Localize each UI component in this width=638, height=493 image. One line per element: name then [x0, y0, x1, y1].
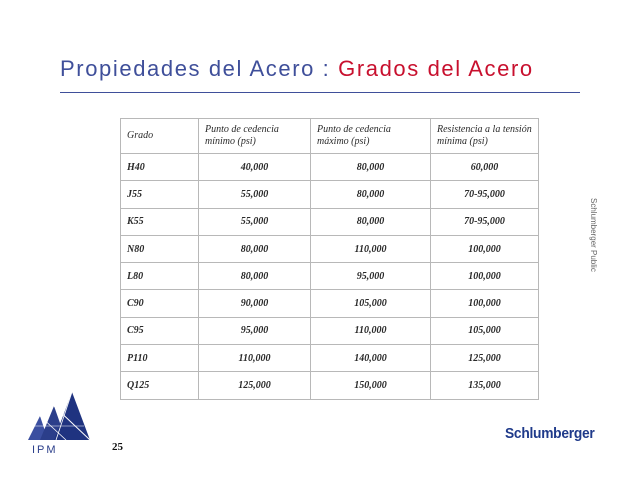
title-underline: [60, 92, 580, 93]
cell-min-yield: 55,000: [199, 181, 311, 208]
ipm-pyramid-logo: [26, 388, 98, 444]
slide-title: [60, 56, 534, 82]
cell-grade: K55: [121, 208, 199, 235]
cell-min-yield: 95,000: [199, 317, 311, 344]
title-main: Propiedades del Acero :: [60, 56, 339, 81]
cell-min-tensile: 60,000: [431, 154, 539, 181]
cell-grade: P110: [121, 345, 199, 372]
schlumberger-logo: Schlumberger: [505, 425, 595, 442]
cell-min-tensile: 70-95,000: [431, 181, 539, 208]
cell-min-yield: 40,000: [199, 154, 311, 181]
cell-grade: Q125: [121, 372, 199, 399]
cell-max-yield: 95,000: [311, 263, 431, 290]
cell-max-yield: 150,000: [311, 372, 431, 399]
title-accent: Grados del Acero: [338, 56, 534, 81]
table-row: [121, 317, 539, 344]
table-row: [121, 263, 539, 290]
cell-grade: L80: [121, 263, 199, 290]
cell-min-yield: 125,000: [199, 372, 311, 399]
cell-grade: H40: [121, 154, 199, 181]
cell-max-yield: 80,000: [311, 208, 431, 235]
cell-max-yield: 80,000: [311, 154, 431, 181]
header-min-yield: Punto de cedencia mínimo (psi): [199, 119, 311, 154]
table-row: [121, 372, 539, 399]
table-row: [121, 290, 539, 317]
cell-max-yield: 110,000: [311, 235, 431, 262]
cell-min-tensile: 135,000: [431, 372, 539, 399]
table-row: [121, 235, 539, 262]
table-row: [121, 345, 539, 372]
cell-grade: C95: [121, 317, 199, 344]
cell-min-tensile: 105,000: [431, 317, 539, 344]
cell-max-yield: 140,000: [311, 345, 431, 372]
cell-min-tensile: 100,000: [431, 235, 539, 262]
page-number: 25: [112, 441, 123, 453]
table-row: [121, 208, 539, 235]
cell-grade: N80: [121, 235, 199, 262]
cell-min-tensile: 70-95,000: [431, 208, 539, 235]
cell-min-tensile: 125,000: [431, 345, 539, 372]
cell-min-tensile: 100,000: [431, 263, 539, 290]
table-header-row: [121, 119, 539, 154]
header-grade: Grado: [121, 119, 199, 154]
cell-max-yield: 80,000: [311, 181, 431, 208]
table-row: [121, 154, 539, 181]
classification-label: Schlumberger Public: [589, 198, 598, 272]
cell-min-yield: 80,000: [199, 263, 311, 290]
cell-min-yield: 110,000: [199, 345, 311, 372]
cell-grade: J55: [121, 181, 199, 208]
header-max-yield: Punto de cedencia máximo (psi): [311, 119, 431, 154]
header-min-tensile: Resistencia a la tensión mínima (psi): [431, 119, 539, 154]
table-row: [121, 181, 539, 208]
cell-max-yield: 105,000: [311, 290, 431, 317]
cell-min-tensile: 100,000: [431, 290, 539, 317]
cell-grade: C90: [121, 290, 199, 317]
cell-min-yield: 90,000: [199, 290, 311, 317]
cell-max-yield: 110,000: [311, 317, 431, 344]
cell-min-yield: 55,000: [199, 208, 311, 235]
cell-min-yield: 80,000: [199, 235, 311, 262]
steel-grades-table: [120, 118, 539, 400]
ipm-label: IPM: [32, 444, 58, 456]
